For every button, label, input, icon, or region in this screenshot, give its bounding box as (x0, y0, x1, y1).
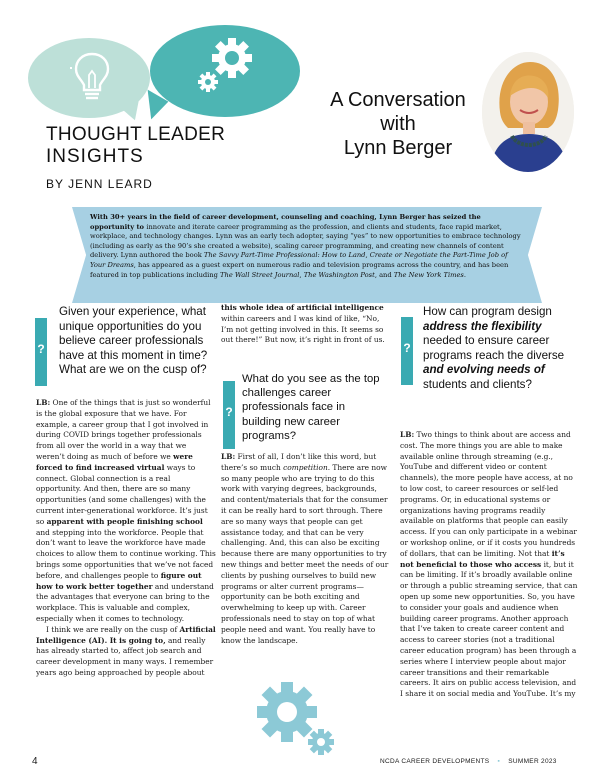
emphasis-text: it’s not beneficial to those who access (400, 548, 565, 569)
text-run: , and (374, 270, 394, 279)
question-mark-icon: ? (401, 317, 413, 385)
text-run: within careers and I was kind of like, “No, I’m not getting involved in this. It seems so out there!” But now, it’s right in front of us. (221, 313, 385, 345)
text-run: competition (283, 462, 328, 472)
headline-line-2: with (380, 113, 416, 135)
footer-separator: ▪ (497, 758, 501, 765)
emphasis-text: address the flexibility (423, 319, 542, 333)
text-run: and really has already started to, affect job search and career development in many ways. I remember years ago being approached by people about (36, 635, 214, 677)
portrait-photo (482, 52, 574, 172)
column-3-answer (400, 430, 578, 700)
text-run: , has appeared as a guest expert on numerous radio and television programs across the country, and has been featured in top publications including (90, 260, 509, 279)
text-run: ways to connect. Global connection is a real opportunity. And then, there are so many opportunities (and some challenges) with the current inter-generational workforce. It’s just so (36, 462, 208, 526)
question-mark-icon: ? (223, 381, 235, 449)
question-mark-icon: ? (35, 318, 47, 386)
answer-1-paragraph-2 (36, 625, 216, 679)
section-kicker: THOUGHT LEADER (46, 124, 226, 145)
column-1-answer (36, 398, 216, 679)
text-run: The Wall Street Journal (220, 270, 300, 279)
text-run: What do you see as the top challenges career professionals face in building new career programs? (242, 373, 380, 442)
emphasis-text: With 30+ years in the field of career development, counseling and coaching, Lynn Berger has seized the opportunity to (90, 213, 481, 231)
question-2 (242, 372, 387, 443)
emphasis-text: figure out how to work better together (36, 570, 202, 591)
answer-1-paragraph-1 (36, 398, 216, 625)
column-2-answer (221, 452, 391, 646)
byline: BY JENN LEARD (46, 177, 153, 191)
emphasis-text: apparent with people finishing school (46, 516, 203, 526)
intro-text (90, 213, 522, 280)
text-run: How can program design (423, 305, 552, 318)
text-run: Given your experience, what unique opportunities do you believe career professionals have at this moment in time? What are we on the cusp of? (59, 305, 208, 377)
emphasis-text: this whole idea of artificial intelligence (221, 303, 384, 312)
text-run: , (299, 270, 304, 279)
text-run: students and clients? (423, 377, 532, 391)
text-run: I think we are really on the cusp of (46, 624, 180, 634)
text-run: The Washington Post (303, 270, 375, 279)
footer-publication (380, 758, 557, 765)
text-run: . (463, 270, 466, 279)
page-number: 4 (32, 756, 38, 767)
article-headline (318, 88, 478, 160)
question-1 (59, 305, 219, 378)
text-run: it, but it can be limiting. If it’s broadly available online or through a public streaming service, that can open up some new opportunities. So, you have to consider your goals and audience when building career programs. Another approach that I’ve taken to create career content and access to career stories (not a traditional career education program) has been through a series where I interview people about major career transitions and their remarkable careers. It airs on public access television, and I share it on social media and YouTube. It’s my (400, 559, 578, 699)
issue-date: SUMMER 2023 (508, 758, 557, 765)
emphasis-text: LB: (221, 452, 236, 461)
lightbulb-icon (70, 48, 114, 106)
section-kicker-insights: INSIGHTS (46, 146, 144, 167)
text-run: The Savvy Part-Time Professional: How to Land, Create or Negotiate the Part-Time Job of Your Dreams (90, 251, 508, 269)
emphasis-text: were forced to find increased virtual (36, 451, 193, 472)
text-run: Two things to think about are access and cost. The more things you are able to make available online through streaming (e.g., YouTube and different video or content channels), the more people have access, at no to low cost, to career resources or self-led programs. Or, in educational systems or organizations having programs readily available on platforms that people can easily access. If you can only participate in a webinar or workshop online, or if it costs you hundreds of dollars, that can be limiting. Not that (400, 430, 577, 558)
gear-icon (255, 676, 335, 756)
text-run: . There are now so many people who are trying to do this work with varying degrees, backgrounds, and content/materials that for the consumer it can be really hard to sort through. There are so many ways that people can get assistance today, and that can be very challenging. And, this can also be exciting because there are many opportunities to try new things and better meet the needs of our clients by pushing ourselves to build new programs or alter current programs—opportunity can be both exciting and overwhelming to keep up with. Career professionals need to stay on top of what people need and want. You really have to know the landscape. (221, 462, 389, 645)
text-run: and understand the advantages that everyone can bring to the workplace. This is valuable and complex, especially when it comes to technology. (36, 581, 214, 623)
emphasis-text: Artificial Intelligence (AI). It is going to, (36, 624, 216, 645)
gear-icon (196, 34, 266, 96)
emphasis-text: LB: (400, 430, 415, 439)
text-run: and stepping into the workforce. People that don’t want to leave the workforce have made choices to allow them to continue working. This brings some opportunities that we’ve not faced before, and challenges people to (36, 527, 216, 580)
text-run: First of all, I don’t like this word, but there’s so much (221, 452, 377, 472)
text-run: innovate and iterate career programming as the profession, and clients and students, face rapid market, workplace, and technology changes. Lynn was an early tech adopter, saying “yes” to new opportunities to embrace technology (including as early as the 90’s she created a website), scaling career programming, and creating new channels of content delivery. Lynn authored the book (90, 222, 521, 260)
headline-line-1: A Conversation (330, 89, 466, 111)
emphasis-text: and evolving needs of (423, 363, 545, 377)
column-2-continued (221, 303, 391, 346)
text-run: One of the things that is just so wonderful is the global exposure that we have. For example, a career group that I got involved in during COVID brings together professionals from all over the world in a way that we weren’t doing as much of before we (36, 398, 211, 461)
text-run: needed to ensure career programs reach the diverse (423, 334, 565, 362)
emphasis-text: LB: (36, 398, 51, 407)
publication-name: NCDA CAREER DEVELOPMENTS (380, 758, 490, 765)
headline-line-3: Lynn Berger (343, 137, 453, 159)
text-run: The New York Times (393, 270, 464, 279)
question-3 (423, 305, 583, 393)
